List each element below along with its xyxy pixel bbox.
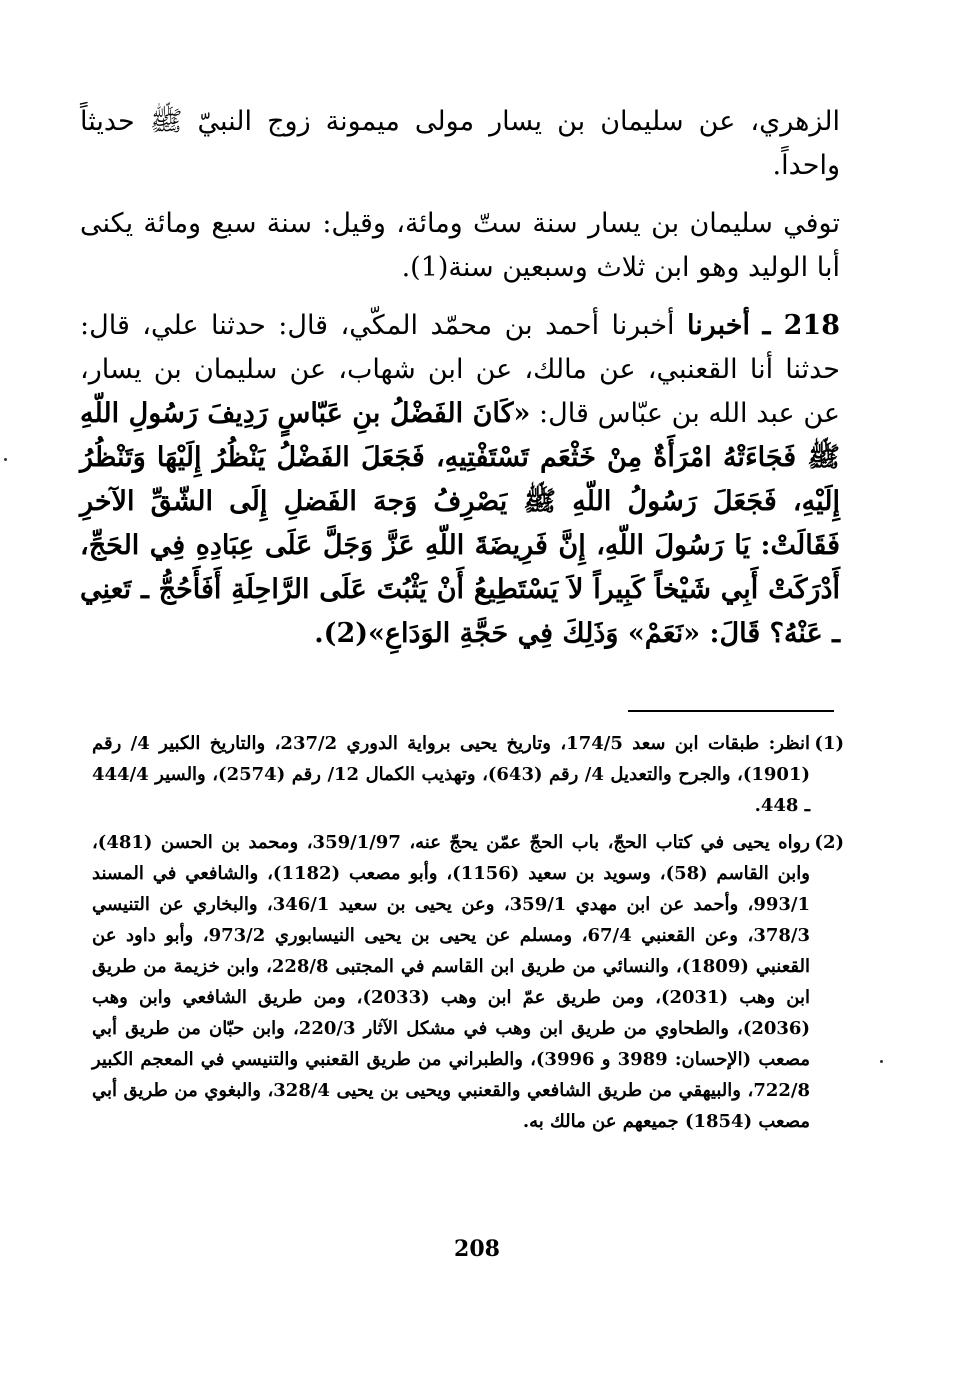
footnote-divider [628,710,834,712]
footnote-text: انظر: طبقات ابن سعد 174/5، وتاريخ يحيى برواية الدوري 237/2، والتاريخ الكبير 4/ رقم (1901)، والجرح والتعديل 4/ رقم (643)، وتهذيب الكمال 12/ رقم (2574)، والسير 444/4 ـ 448. [92,733,811,816]
scan-speck [880,1060,883,1063]
footnote-1 [92,728,844,821]
hadith-number: 218 ـ [762,310,840,341]
main-text [80,100,840,670]
hadith-lead: أخبرنا [686,310,750,341]
hadith-paragraph [80,304,840,656]
paragraph-2: توفي سليمان بن يسار سنة ستّ ومائة، وقيل: سنة سبع ومائة يكنى أبا الوليد وهو ابن ثلاث وسبعين سنة(1). [80,208,840,283]
paragraph-1: الزهري، عن سليمان بن يسار مولى ميمونة زوج النبيّ ﷺ حديثاً واحداً. [80,106,840,181]
footnote-text: رواه يحيى في كتاب الحجّ، باب الحجّ عمّن يحجّ عنه، 359/1/97، ومحمد بن الحسن (481)، وابن القاسم (58)، وسويد بن سعيد (1156)، وأبو مصعب (1182)، والشافعي في المسند 993/1، وأحمد عن ابن مهدي 359/1، وعن يحيى بن سعيد 346/1، والبخاري عن التنيسي 378/3، وعن القعنبي 67/4، ومسلم عن يحيى بن يحيى النيسابوري 973/2، وأبو داود عن القعنبي (1809)، والنسائي من طريق ابن القاسم في المجتبى 228/8، وابن خزيمة من طريق ابن وهب (2031)، ومن طريق عمّ ابن وهب (2033)، ومن طريق الشافعي وابن وهب (2036)، والطحاوي من طريق ابن وهب في مشكل الآثار 220/3، وابن حبّان من طريق أبي مصعب (الإحسان: 3989 و 3996)، والطبراني من طريق القعنبي والتنيسي في المعجم الكبير 722/8، والبيهقي من طريق الشافعي والقعنبي ويحيى بن يحيى 328/4، والبغوي من طريق أبي مصعب (1854) جميعهم عن مالك به. [92,832,811,1132]
page-number: 208 [454,1236,500,1262]
hadith-matn: «كَانَ الفَضْلُ بنِ عَبّاسٍ رَدِيفَ رَسُولِ اللّهِ ﷺ فَجَاءَتْهُ امْرَأَةٌ مِنْ خَثْعَم تَسْتَفْتِيهِ، فَجَعَلَ الفَضْلُ يَنْظُرُ إِلَيْهَا وَتَنْظُرُ إِلَيْهِ، فَجَعَلَ رَسُولُ اللّهِ ﷺ يَصْرِفُ وَجهَ الفَضلِ إِلَى الشّقِّ الآخرِ فَقَالَتْ: يَا رَسُولَ اللّهِ، إِنَّ فَرِيضَةَ اللّهِ عَزَّ وَجَلَّ عَلَى عِبَادِهِ فِي الحَجِّ، أَدْرَكَتْ أَبِي شَيْخاً كَبِيراً لاَ يَسْتَطِيعُ أَنْ يَثْبُتَ عَلَى الرَّاحِلَةِ أَفَأَحُجُّ ـ تَعنِي ـ عَنْهُ؟ قَالَ: «نَعَمْ» وَذَلِكَ فِي حَجَّةِ الوَدَاعِ»(2). [80,398,840,649]
footnotes [92,728,844,1143]
footnote-marker: (2) [814,832,844,853]
footnote-marker: (1) [814,733,844,754]
scan-speck [4,458,7,461]
footnote-2 [92,827,844,1137]
hadith-isnad: أخبرنا أحمد بن محمّد المكّي، قال: حدثنا علي، قال: حدثنا أنا القعنبي، عن مالك، عن ابن شهاب، عن سليمان بن يسار، عن عبد الله بن عبّاس قال: [80,310,840,429]
